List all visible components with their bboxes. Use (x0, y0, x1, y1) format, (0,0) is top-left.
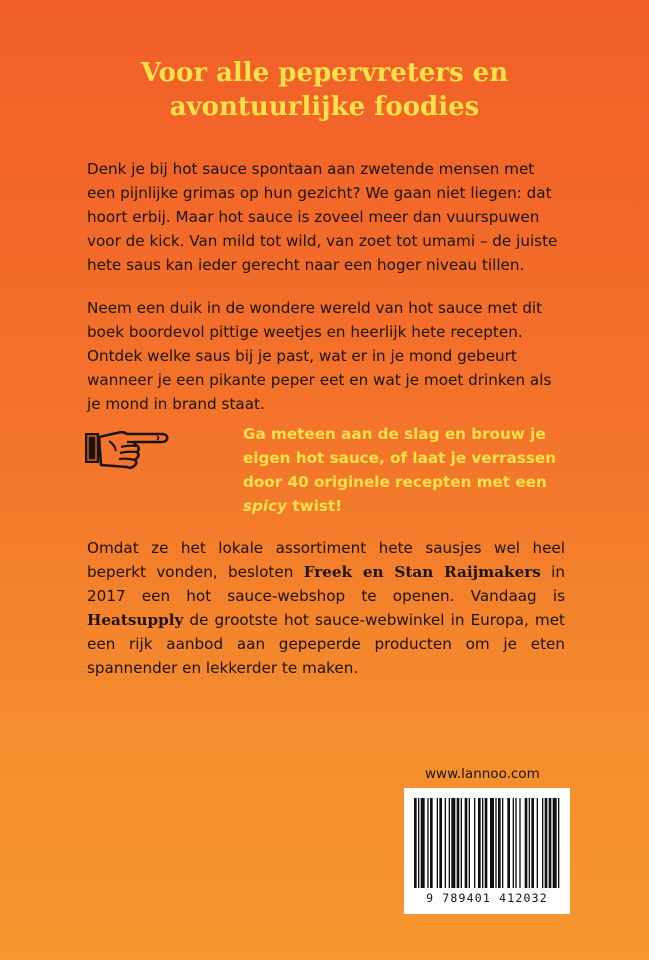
barcode-bar (529, 798, 530, 888)
callout-text (243, 422, 583, 518)
barcode-bar (513, 798, 514, 888)
isbn-digits: 9 789401 412032 (426, 891, 548, 905)
callout-emphasis: spicy (243, 497, 288, 515)
barcode-bar (478, 798, 481, 888)
barcode-bar (474, 798, 475, 888)
barcode-bar (531, 798, 534, 888)
barcode-bar (439, 798, 442, 888)
barcode-bar (430, 798, 433, 888)
barcode-bar (451, 798, 455, 888)
barcode-bar (553, 798, 557, 888)
about-text-2: in 2017 een hot sauce-webshop te openen. Vandaag is (87, 563, 565, 605)
barcode-bar (545, 798, 548, 888)
barcode-bar (457, 798, 460, 888)
barcode-bar (482, 798, 483, 888)
headline (0, 56, 649, 124)
barcode-bars (414, 798, 562, 888)
barcode-bar (421, 798, 425, 888)
about-text-1: Omdat ze het lokale assortiment hete sausjes wel heel beperkt vonden, besloten (87, 539, 565, 581)
isbn-barcode (404, 788, 570, 914)
intro-paragraph-2: Neem een duik in de wondere wereld van hot sauce met dit boek boordevol pittige weetjes en heerlijk hete recepten. Ontdek welke saus bij je past, wat er in je mond gebeurt wanneer je een pikante peper eet en wat je moet drinken als je mond in brand staat. (87, 299, 552, 413)
barcode-bar (449, 798, 450, 888)
barcode-bar (542, 798, 543, 888)
headline-line-2: avontuurlijke foodies (169, 92, 480, 122)
barcode-bar (519, 798, 520, 888)
barcode-bar (495, 798, 496, 888)
barcode-bar (490, 798, 494, 888)
about-text-3: de grootste hot sauce-webwinkel in Europa, met een rijk aanbod aan gepeperde producten om je eten spannender en lekkerder te maken. (87, 611, 565, 677)
barcode-bar (461, 798, 462, 888)
barcode-bar (525, 798, 528, 888)
barcode-bar (437, 798, 438, 888)
pointing-hand-icon (83, 425, 169, 471)
barcode-bar (427, 798, 428, 888)
barcode-bar (498, 798, 501, 888)
barcode-bar (418, 798, 419, 888)
about-paragraph (87, 536, 565, 680)
callout-text-start: Ga meteen aan de slag en brouw je eigen hot sauce, of laat je verrassen door 40 originele recepten met een (243, 425, 557, 491)
barcode-bar (445, 798, 446, 888)
publisher-url: www.lannoo.com (425, 766, 540, 782)
headline-line-1: Voor alle pepervreters en (140, 58, 509, 88)
barcode-bar (469, 798, 470, 888)
company-name: Heatsupply (87, 611, 184, 629)
barcode-bar (515, 798, 516, 888)
barcode-bar (537, 798, 538, 888)
barcode-bar (414, 798, 417, 888)
barcode-bar (485, 798, 488, 888)
intro-paragraph-1: Denk je bij hot sauce spontaan aan zwetende mensen met een pijnlijke grimas op hun gezicht? We gaan niet liegen: dat hoort erbij. Maar hot sauce is zoveel meer dan vuurspuwen voor de kick. Van mild tot wild, van zoet tot umami – de juiste hete saus kan ieder gerecht naar een hoger niveau tillen. (87, 160, 558, 274)
barcode-bar (507, 798, 510, 888)
barcode-bar (465, 798, 468, 888)
barcode-bar (558, 798, 559, 888)
barcode-bar (502, 798, 503, 888)
callout-text-end: twist! (287, 497, 343, 515)
barcode-bar (549, 798, 552, 888)
authors-name: Freek en Stan Raijmakers (303, 563, 541, 581)
